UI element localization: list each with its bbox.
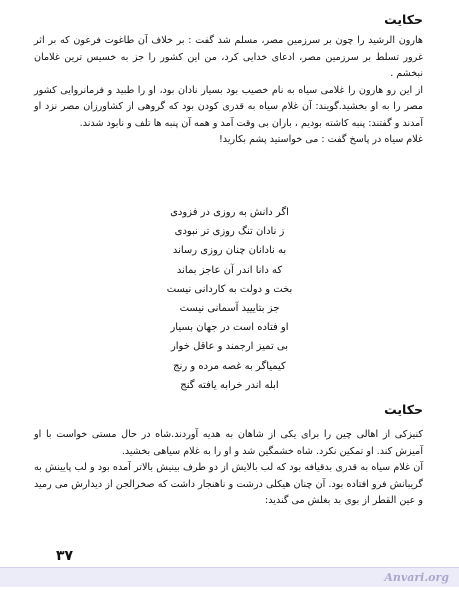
footer-bar (0, 567, 459, 587)
poem-line: که دانا اندر آن عاجز بماند (176, 264, 283, 276)
page-number: ۳۷ (56, 548, 74, 564)
poem-line: او فتاده است در جهان بسیار (170, 322, 289, 334)
poem (0, 203, 459, 395)
poem-line: ابله اندر خرابه یافته گنج (180, 379, 279, 391)
poem-line: به نادانان چنان روزی رساند (172, 245, 287, 257)
poem-line: اگر دانش به روزی در فزودی (170, 207, 289, 218)
poem-line: ز نادان تنگ روزی تر نبودی (174, 226, 285, 238)
poem-line: جز بتاییید آسمانی نیست (179, 303, 280, 315)
watermark-logo: Anvari.org (384, 571, 449, 584)
story-1-paragraph-3: غلام سیاه در پاسخ گفت : می خواستید پشم بکارید! (218, 134, 423, 145)
story-2-paragraph-1: کنیزکی از اهالی چین را برای یکی از شاهان به هدیه آوردند.شاه در حال مستی خواست با او آمیزش کند. او تمکین نکرد. شاه خشمگین شد و او را به غلام سیاهی بخشید. (34, 429, 423, 457)
story-2-text (34, 427, 423, 510)
poem-line: بخت و دولت به کاردانی نیست (166, 283, 293, 295)
story-1-paragraph-2: از این رو هارون را غلامی سیاه به نام خصیب بود بسیار نادان بود، او را طبید و فرمانروایی کشور مصر را به او بخشید.گویند: آن غلام سیاه به قدری کودن بود که گروهی از کشاورزان مصر نزد او آمدند و گفتند: پنبه کاشته بودیم ، باران بی وقت آمد و همه آن پنبه ها تلف و نابود شدند. (34, 84, 423, 129)
poem-line: کیمیاگر به غصه مرده و رنج (173, 360, 286, 372)
story-2-paragraph-2: آن غلام سیاه به قدری بدقیافه بود که لب بالایش از دو طرف بینیش بالاتر آمده بود و لب پایینش به گریبانش فرو افتاده بود. آن چنان هیکلی درشت و ناهنجار داشت که صخرالجن از دیدارش می رمید و عین القطر از بوی بد بغلش می گندید: (34, 462, 423, 506)
story-1-paragraph-1: هارون الرشید را چون بر سرزمین مصر، مسلم شد گفت : بر خلاف آن طاغوت فرعون که بر اثر غرور تسلط بر سرزمین مصر، ادعای خدایی کرد، من این کشور را جز به خسیس ترین غلامان نبخشم . (34, 35, 423, 79)
poem-line: بی تمیز ارجمند و عاقل خوار (170, 341, 289, 353)
story-title-1: حکایت (384, 12, 423, 27)
story-title-2: حکایت (384, 402, 423, 417)
story-1-text (34, 33, 423, 149)
